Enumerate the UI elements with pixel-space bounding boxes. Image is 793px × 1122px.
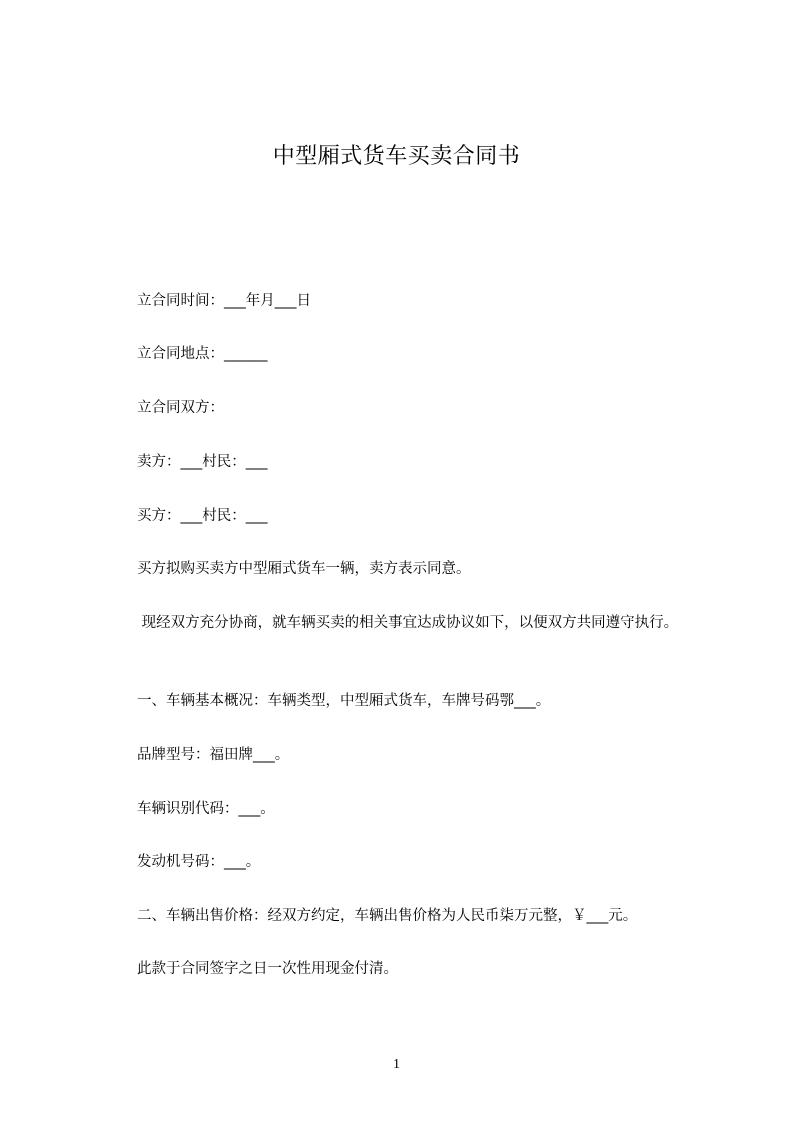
agreement-intro-paragraph: 现经双方充分协商，就车辆买卖的相关事宜达成协议如下，以便双方共同遵守执行。 bbox=[137, 615, 679, 631]
contract-time-line: 立合同时间：___年月___日 bbox=[137, 293, 311, 309]
sale-price-line: 二、车辆出售价格：经双方约定，车辆出售价格为人民币柒万元整，￥___元。 bbox=[137, 908, 638, 924]
payment-terms-line: 此款于合同签字之日一次性用现金付清。 bbox=[137, 961, 398, 977]
contract-parties-heading: 立合同双方： bbox=[137, 400, 224, 416]
seller-line: 卖方：___村民：___ bbox=[137, 454, 268, 470]
vin-line: 车辆识别代码：___。 bbox=[137, 801, 275, 817]
page-number: 1 bbox=[393, 1057, 400, 1072]
engine-number-line: 发动机号码：___。 bbox=[137, 854, 261, 870]
document-title: 中型厢式货车买卖合同书 bbox=[272, 144, 521, 169]
brand-model-line: 品牌型号：福田牌___。 bbox=[137, 747, 290, 763]
contract-location-line: 立合同地点：______ bbox=[137, 346, 268, 362]
buyer-line: 买方：___村民：___ bbox=[137, 508, 268, 524]
vehicle-overview-line: 一、车辆基本概况：车辆类型，中型厢式货车，车牌号码鄂___。 bbox=[137, 693, 551, 709]
purchase-intent-paragraph: 买方拟购买卖方中型厢式货车一辆，卖方表示同意。 bbox=[137, 561, 471, 577]
